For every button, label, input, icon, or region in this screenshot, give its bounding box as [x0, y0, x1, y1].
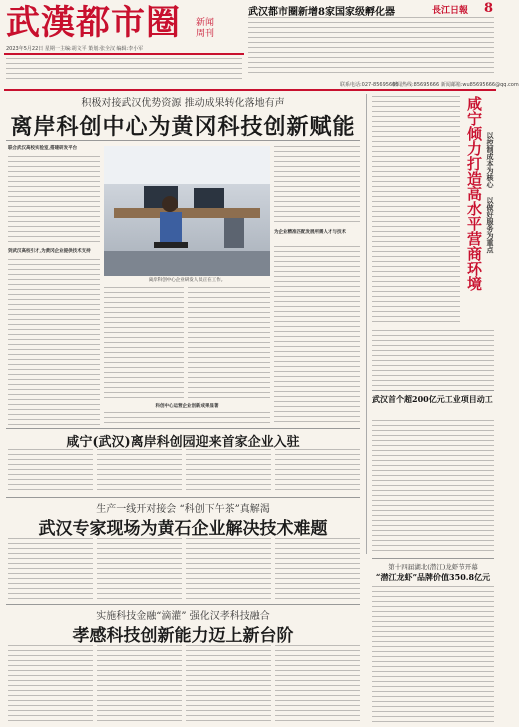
xianning-headline: 咸宁倾力打造高水平营商环境 [465, 96, 483, 291]
lead-rule [6, 140, 360, 141]
masthead-brief-text [6, 58, 242, 83]
story2-body [8, 449, 360, 493]
story3-body [372, 420, 494, 554]
lead-body-col-1b [8, 259, 100, 425]
masthead-title: 武漢都市圈 [6, 3, 181, 43]
lead-photo-caption: 离岸科创中心企业研发人员正在工作。 [148, 278, 226, 283]
lead-body-col-4 [274, 146, 360, 226]
xianning-body-2 [372, 330, 494, 386]
lead-body-col-4b [274, 246, 360, 424]
lead-bottom-subhead: 科创中心运营企业创新成果显著 [155, 404, 219, 409]
story6-kicker: 实施科技金融“滴灌” 强化汉孝科技融合 [96, 611, 270, 622]
lead-photo [104, 146, 270, 276]
story2-headline: 咸宁(武汉)离岸科创园迎来首家企业入驻 [66, 435, 300, 450]
lead-kicker: 积极对接武汉优势资源 推动成果转化落地有声 [81, 98, 285, 109]
story4-kicker: 生产一线开对接会 “科创下午茶”真解渴 [96, 504, 270, 515]
lead-body-bottom [104, 412, 270, 424]
story6-rule [6, 604, 360, 605]
column-divider [366, 94, 367, 554]
xianning-subhead: 以控制成本为核心 以做好服务为重点 [486, 132, 495, 253]
lead-subhead-2: 到武汉高校引才,为黄冈企业提供技术支持 [8, 249, 91, 254]
story5-kicker: 第十四届湖北(潜江)龙虾节开幕 [388, 563, 478, 571]
lead-body-col-1 [8, 156, 100, 244]
lead-subhead-3: 为企业精准匹配发展所需人才与技术 [274, 230, 346, 235]
story6-body [8, 645, 360, 723]
editors-line: 主编:胡文平 策划:张全汉 编辑:李小军 [60, 46, 144, 52]
story6-headline: 孝感科技创新能力迈上新台阶 [72, 626, 294, 646]
paper-name: 長江日報 [432, 6, 469, 16]
story4-body [8, 538, 360, 600]
xianning-body-1 [372, 96, 460, 326]
masthead-subtitle: 新闻周刊 [196, 18, 215, 39]
story3-headline: 武汉首个超200亿元工业项目动工 [372, 394, 493, 404]
top-headline: 武汉都市圈新增8家国家级孵化器 [248, 7, 395, 18]
office-scene-image [104, 146, 270, 276]
date-line: 2023年5月22日 星期一 [6, 46, 60, 52]
lead-headline: 离岸科创中心为黄冈科技创新赋能 [10, 114, 356, 140]
story5-rule [372, 558, 494, 559]
section-rule [4, 89, 496, 91]
contact-email: 新闻热线:85695666 新闻邮箱:wu85695666@qq.com [392, 82, 519, 88]
story2-rule [6, 428, 360, 429]
lead-body-col-2 [104, 287, 184, 399]
story4-rule [6, 497, 360, 498]
contact-phone: 联系电话:027-85695666 [340, 82, 399, 88]
lead-body-col-3 [188, 287, 270, 399]
story3-rule [372, 390, 494, 391]
story4-headline: 武汉专家现场为黄石企业解决技术难题 [38, 519, 328, 539]
lead-subhead-1: 联合武汉高校实验室,搭建研发平台 [8, 146, 78, 151]
masthead-rule [4, 53, 244, 55]
story5-headline: “潜江龙虾”品牌价值350.8亿元 [375, 572, 491, 582]
top-brief-text [248, 17, 494, 75]
page-number: 8 [484, 1, 494, 16]
story5-body [372, 586, 494, 722]
